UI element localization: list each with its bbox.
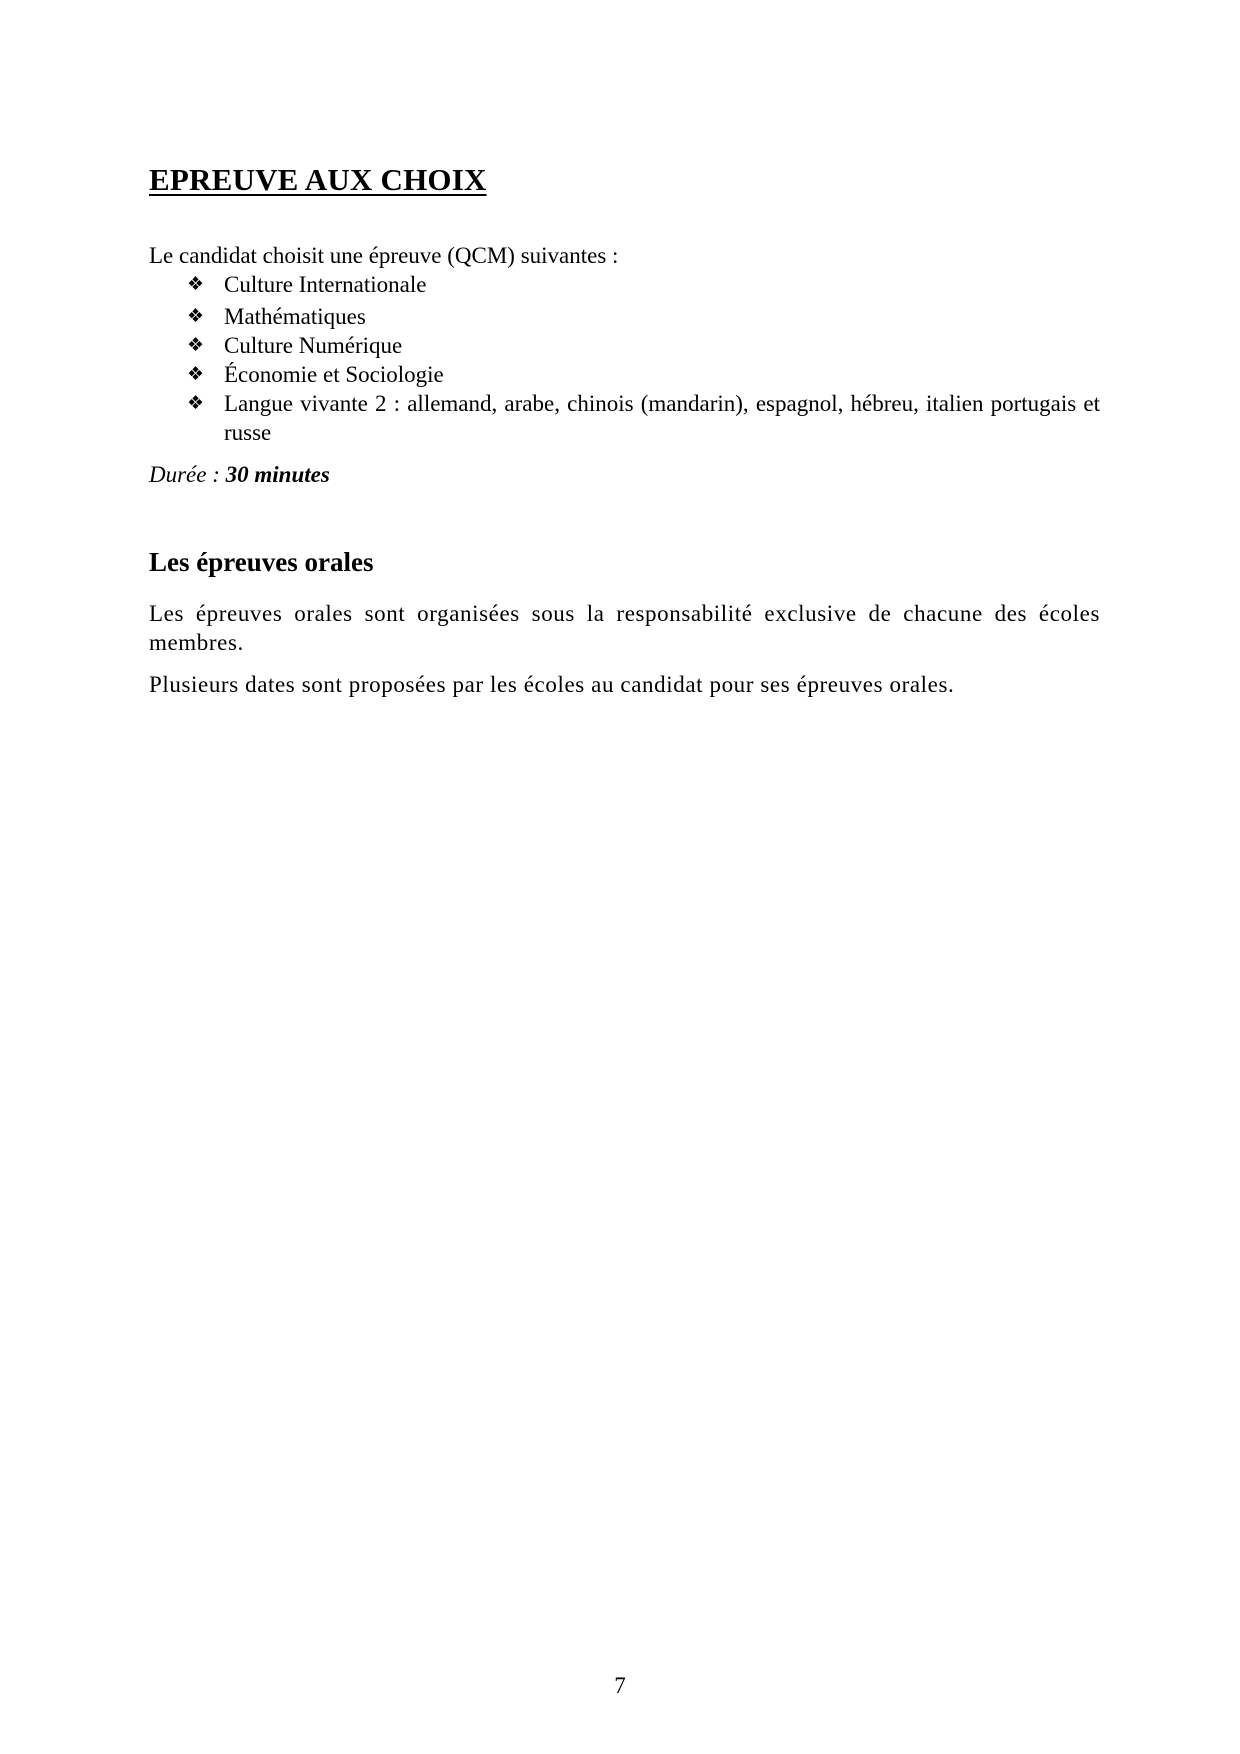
list-item-label: Économie et Sociologie	[224, 362, 444, 387]
duration-line	[149, 461, 330, 489]
choice-list	[187, 270, 1100, 447]
list-item-label: Culture Internationale	[224, 272, 427, 297]
paragraph-oral-organization: Les épreuves orales sont organisées sous la responsabilité exclusive de chacune des écoles membres.	[149, 601, 1100, 655]
page-title: EPREUVE AUX CHOIX	[149, 162, 487, 197]
duration-label: Durée :	[149, 462, 226, 487]
list-item-label: Langue vivante 2 : allemand, arabe, chinois (mandarin), espagnol, hébreu, italien portugais et russe	[224, 391, 1100, 445]
duration-value: 30 minutes	[225, 462, 330, 487]
list-item-label: Mathématiques	[224, 304, 366, 329]
list-item	[187, 360, 1100, 389]
paragraph-oral-dates: Plusieurs dates sont proposées par les écoles au candidat pour ses épreuves orales.	[149, 672, 955, 697]
section-title: Les épreuves orales	[149, 547, 374, 577]
four-diamond-bullet-icon: ❖	[187, 392, 205, 414]
list-item-label: Culture Numérique	[224, 333, 403, 358]
list-item	[187, 331, 1100, 360]
page-number: 7	[614, 1673, 626, 1698]
four-diamond-bullet-icon: ❖	[187, 363, 205, 385]
list-item	[187, 270, 1100, 299]
list-item	[187, 302, 1100, 331]
four-diamond-bullet-icon: ❖	[187, 273, 205, 295]
four-diamond-bullet-icon: ❖	[187, 305, 205, 327]
list-item	[187, 389, 1100, 447]
intro-text: Le candidat choisit une épreuve (QCM) suivantes :	[149, 243, 619, 268]
four-diamond-bullet-icon: ❖	[187, 334, 205, 356]
